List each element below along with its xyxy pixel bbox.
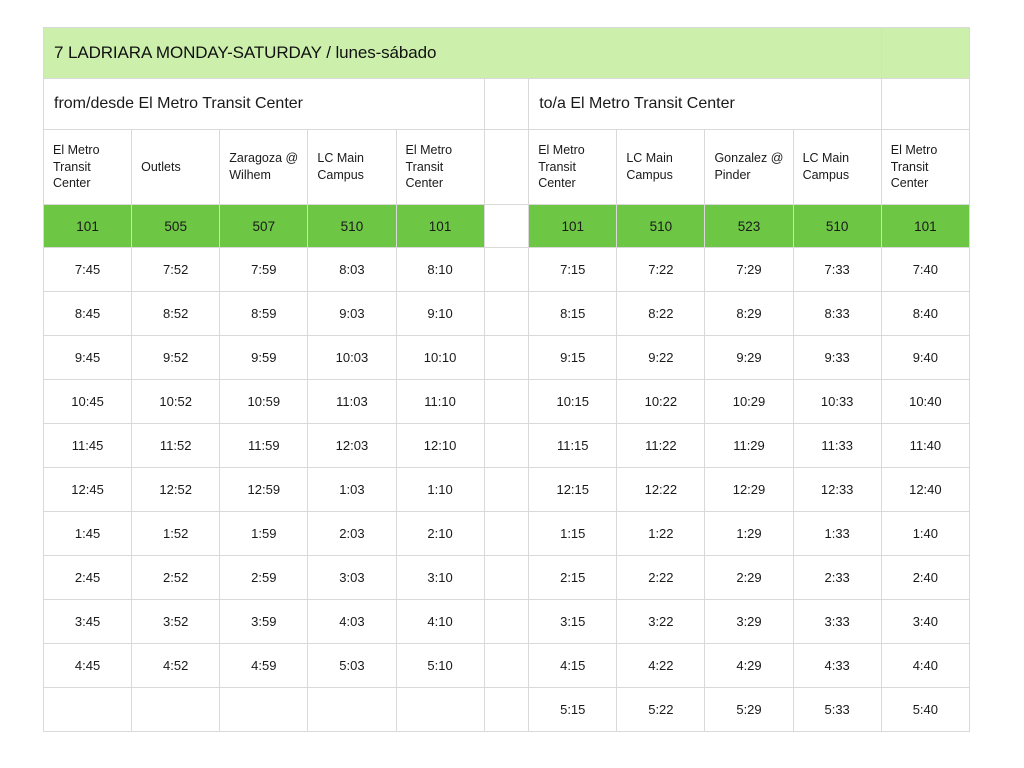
column-gap bbox=[484, 205, 529, 248]
time-cell: 1:33 bbox=[793, 512, 881, 556]
route-number-inbound-1: 101 bbox=[529, 205, 617, 248]
column-gap bbox=[484, 380, 529, 424]
time-cell: 7:59 bbox=[220, 248, 308, 292]
column-gap bbox=[484, 292, 529, 336]
time-cell-empty bbox=[220, 688, 308, 732]
time-cell: 1:03 bbox=[308, 468, 396, 512]
column-gap bbox=[484, 512, 529, 556]
time-cell: 3:33 bbox=[793, 600, 881, 644]
column-gap bbox=[484, 248, 529, 292]
time-cell: 3:52 bbox=[132, 600, 220, 644]
time-cell: 9:03 bbox=[308, 292, 396, 336]
time-cell: 3:22 bbox=[617, 600, 705, 644]
time-cell: 7:45 bbox=[44, 248, 132, 292]
time-cell: 12:52 bbox=[132, 468, 220, 512]
time-cell: 2:10 bbox=[396, 512, 484, 556]
time-cell: 11:03 bbox=[308, 380, 396, 424]
time-cell: 5:03 bbox=[308, 644, 396, 688]
time-cell: 1:10 bbox=[396, 468, 484, 512]
time-cell: 11:59 bbox=[220, 424, 308, 468]
time-cell: 8:59 bbox=[220, 292, 308, 336]
time-cell: 12:45 bbox=[44, 468, 132, 512]
table-row bbox=[44, 600, 970, 644]
time-cell: 11:33 bbox=[793, 424, 881, 468]
time-cell-empty bbox=[308, 688, 396, 732]
table-row bbox=[44, 336, 970, 380]
time-cell: 4:03 bbox=[308, 600, 396, 644]
column-gap bbox=[484, 424, 529, 468]
column-gap bbox=[484, 556, 529, 600]
time-cell: 8:29 bbox=[705, 292, 793, 336]
time-cell: 9:40 bbox=[881, 336, 969, 380]
time-cell: 7:22 bbox=[617, 248, 705, 292]
time-cell: 8:52 bbox=[132, 292, 220, 336]
time-cell: 7:29 bbox=[705, 248, 793, 292]
table-row bbox=[44, 424, 970, 468]
time-cell: 10:03 bbox=[308, 336, 396, 380]
time-cell: 1:52 bbox=[132, 512, 220, 556]
stop-header-inbound-2: LC Main Campus bbox=[617, 130, 705, 205]
time-cell: 5:33 bbox=[793, 688, 881, 732]
time-cell: 10:10 bbox=[396, 336, 484, 380]
time-cell: 9:10 bbox=[396, 292, 484, 336]
time-cell: 10:29 bbox=[705, 380, 793, 424]
column-gap bbox=[484, 336, 529, 380]
time-cell: 12:33 bbox=[793, 468, 881, 512]
time-cell: 8:03 bbox=[308, 248, 396, 292]
time-cell: 11:10 bbox=[396, 380, 484, 424]
time-cell: 5:10 bbox=[396, 644, 484, 688]
route-number-row bbox=[44, 205, 970, 248]
time-cell: 5:29 bbox=[705, 688, 793, 732]
time-cell: 2:03 bbox=[308, 512, 396, 556]
direction-inbound: to/a El Metro Transit Center bbox=[529, 79, 882, 130]
time-cell: 1:15 bbox=[529, 512, 617, 556]
time-cell: 2:22 bbox=[617, 556, 705, 600]
table-row bbox=[44, 644, 970, 688]
time-cell: 4:22 bbox=[617, 644, 705, 688]
time-cell: 7:52 bbox=[132, 248, 220, 292]
time-cell-empty bbox=[396, 688, 484, 732]
time-cell: 11:40 bbox=[881, 424, 969, 468]
time-cell: 8:45 bbox=[44, 292, 132, 336]
time-cell: 12:29 bbox=[705, 468, 793, 512]
time-cell: 2:15 bbox=[529, 556, 617, 600]
time-cell: 3:45 bbox=[44, 600, 132, 644]
time-cell: 10:52 bbox=[132, 380, 220, 424]
direction-row bbox=[44, 79, 970, 130]
time-cell: 8:33 bbox=[793, 292, 881, 336]
time-cell: 12:59 bbox=[220, 468, 308, 512]
time-cell: 5:22 bbox=[617, 688, 705, 732]
time-cell: 9:15 bbox=[529, 336, 617, 380]
time-cell: 9:45 bbox=[44, 336, 132, 380]
title-row bbox=[44, 28, 970, 79]
stop-header-inbound-4: LC Main Campus bbox=[793, 130, 881, 205]
title-filler bbox=[881, 28, 969, 79]
time-cell: 3:40 bbox=[881, 600, 969, 644]
time-cell: 4:40 bbox=[881, 644, 969, 688]
time-cell: 10:59 bbox=[220, 380, 308, 424]
time-cell: 1:59 bbox=[220, 512, 308, 556]
stop-header-inbound-3: Gonzalez @ Pinder bbox=[705, 130, 793, 205]
stop-header-row bbox=[44, 130, 970, 205]
route-number-inbound-5: 101 bbox=[881, 205, 969, 248]
time-cell: 9:22 bbox=[617, 336, 705, 380]
stop-header-outbound-3: Zaragoza @ Wilhem bbox=[220, 130, 308, 205]
time-cell: 3:10 bbox=[396, 556, 484, 600]
time-cell: 11:52 bbox=[132, 424, 220, 468]
time-cell: 1:22 bbox=[617, 512, 705, 556]
route-number-outbound-4: 510 bbox=[308, 205, 396, 248]
time-cell: 7:40 bbox=[881, 248, 969, 292]
column-gap bbox=[484, 130, 529, 205]
time-cell: 2:33 bbox=[793, 556, 881, 600]
route-number-inbound-4: 510 bbox=[793, 205, 881, 248]
time-cell: 12:40 bbox=[881, 468, 969, 512]
time-cell: 5:40 bbox=[881, 688, 969, 732]
time-cell-empty bbox=[132, 688, 220, 732]
time-cell: 9:59 bbox=[220, 336, 308, 380]
time-cell: 12:15 bbox=[529, 468, 617, 512]
time-cell: 8:40 bbox=[881, 292, 969, 336]
direction-outbound: from/desde El Metro Transit Center bbox=[44, 79, 485, 130]
time-cell: 4:45 bbox=[44, 644, 132, 688]
time-cell: 8:15 bbox=[529, 292, 617, 336]
table-row bbox=[44, 248, 970, 292]
time-cell: 4:29 bbox=[705, 644, 793, 688]
route-title: 7 LADRIARA MONDAY-SATURDAY / lunes-sábado bbox=[44, 28, 882, 79]
stop-header-outbound-5: El Metro Transit Center bbox=[396, 130, 484, 205]
time-cell: 7:33 bbox=[793, 248, 881, 292]
time-cell: 1:29 bbox=[705, 512, 793, 556]
time-cell: 10:40 bbox=[881, 380, 969, 424]
time-cell: 11:15 bbox=[529, 424, 617, 468]
stop-header-inbound-5: El Metro Transit Center bbox=[881, 130, 969, 205]
time-cell: 11:22 bbox=[617, 424, 705, 468]
time-cell: 8:22 bbox=[617, 292, 705, 336]
table-row bbox=[44, 512, 970, 556]
direction-filler bbox=[881, 79, 969, 130]
column-gap bbox=[484, 79, 529, 130]
time-cell: 4:10 bbox=[396, 600, 484, 644]
time-cell: 3:59 bbox=[220, 600, 308, 644]
time-cell: 3:03 bbox=[308, 556, 396, 600]
time-cell-empty bbox=[44, 688, 132, 732]
route-number-outbound-5: 101 bbox=[396, 205, 484, 248]
route-number-inbound-2: 510 bbox=[617, 205, 705, 248]
column-gap bbox=[484, 468, 529, 512]
stop-header-inbound-1: El Metro Transit Center bbox=[529, 130, 617, 205]
table-row bbox=[44, 380, 970, 424]
table-row bbox=[44, 688, 970, 732]
time-cell: 4:59 bbox=[220, 644, 308, 688]
time-cell: 10:22 bbox=[617, 380, 705, 424]
time-cell: 9:52 bbox=[132, 336, 220, 380]
time-cell: 7:15 bbox=[529, 248, 617, 292]
time-cell: 5:15 bbox=[529, 688, 617, 732]
time-cell: 3:29 bbox=[705, 600, 793, 644]
column-gap bbox=[484, 688, 529, 732]
table-row bbox=[44, 292, 970, 336]
time-cell: 2:40 bbox=[881, 556, 969, 600]
time-cell: 9:33 bbox=[793, 336, 881, 380]
time-cell: 12:22 bbox=[617, 468, 705, 512]
time-cell: 11:29 bbox=[705, 424, 793, 468]
stop-header-outbound-2: Outlets bbox=[132, 130, 220, 205]
table-row bbox=[44, 556, 970, 600]
bus-schedule-table bbox=[43, 27, 970, 732]
stop-header-outbound-1: El Metro Transit Center bbox=[44, 130, 132, 205]
time-cell: 12:10 bbox=[396, 424, 484, 468]
time-cell: 4:15 bbox=[529, 644, 617, 688]
time-cell: 11:45 bbox=[44, 424, 132, 468]
stop-header-outbound-4: LC Main Campus bbox=[308, 130, 396, 205]
time-cell: 10:33 bbox=[793, 380, 881, 424]
time-cell: 2:29 bbox=[705, 556, 793, 600]
route-number-inbound-3: 523 bbox=[705, 205, 793, 248]
time-cell: 10:45 bbox=[44, 380, 132, 424]
time-cell: 8:10 bbox=[396, 248, 484, 292]
time-cell: 2:59 bbox=[220, 556, 308, 600]
time-cell: 1:45 bbox=[44, 512, 132, 556]
time-cell: 1:40 bbox=[881, 512, 969, 556]
time-cell: 4:52 bbox=[132, 644, 220, 688]
time-cell: 9:29 bbox=[705, 336, 793, 380]
route-number-outbound-2: 505 bbox=[132, 205, 220, 248]
time-cell: 3:15 bbox=[529, 600, 617, 644]
time-cell: 2:52 bbox=[132, 556, 220, 600]
route-number-outbound-1: 101 bbox=[44, 205, 132, 248]
time-cell: 10:15 bbox=[529, 380, 617, 424]
route-number-outbound-3: 507 bbox=[220, 205, 308, 248]
time-cell: 4:33 bbox=[793, 644, 881, 688]
time-cell: 12:03 bbox=[308, 424, 396, 468]
time-cell: 2:45 bbox=[44, 556, 132, 600]
table-row bbox=[44, 468, 970, 512]
column-gap bbox=[484, 644, 529, 688]
schedule-container bbox=[43, 27, 970, 732]
column-gap bbox=[484, 600, 529, 644]
